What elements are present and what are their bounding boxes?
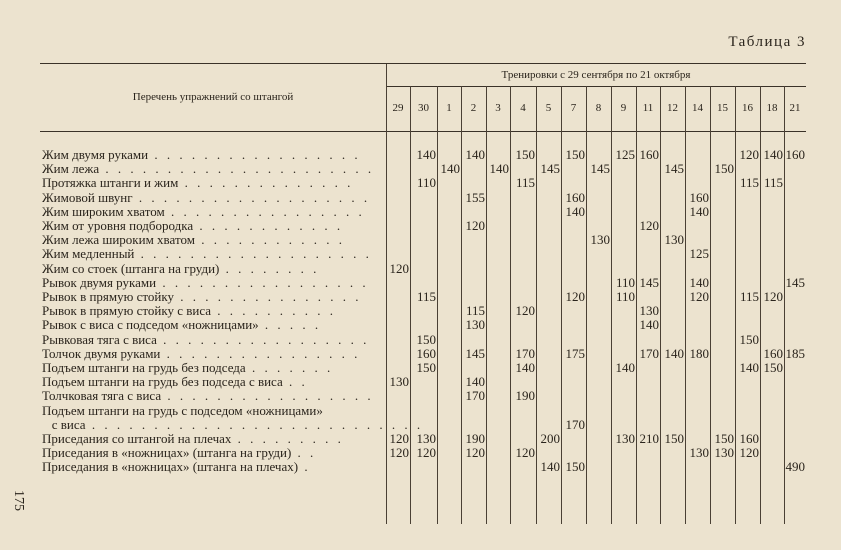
weight-cell: 150 [565, 459, 585, 475]
date-header: 18 [766, 102, 778, 114]
date-header: 29 [392, 102, 404, 114]
weight-cell: 140 [465, 147, 485, 162]
weight-cell: 140 [664, 345, 684, 361]
date-header: 14 [692, 102, 703, 114]
leader-dots: . . . . . . . . . . . . . . . . . [156, 274, 369, 290]
column-divider [486, 86, 487, 524]
weight-cell: 120 [639, 218, 659, 233]
exercise-name: Приседания в «ножницах» (штанга на плечах) [42, 459, 299, 475]
exercise-label [42, 446, 316, 460]
exercise-name: Рывок в прямую стойку [42, 289, 174, 304]
exercise-label [42, 432, 344, 446]
date-header: 2 [470, 102, 477, 114]
weight-cell: 170 [515, 345, 535, 361]
exercise-label [42, 148, 361, 162]
weight-cell: 210 [639, 431, 659, 446]
exercise-label [42, 389, 374, 403]
exercise-name: Жим от уровня подбородка [42, 218, 194, 233]
weight-cell: 130 [590, 232, 610, 248]
exercises-header: Перечень упражнений со штангой [132, 91, 294, 103]
weight-cell: 145 [664, 161, 684, 177]
leader-dots: . . . . . . . . . . . . [194, 232, 345, 248]
leader-dots: . . . . . [258, 317, 322, 333]
weight-cell: 150 [739, 331, 759, 347]
weight-cell: 160 [416, 345, 436, 361]
leader-dots: . . . . . . . . [219, 260, 320, 276]
weight-cell: 140 [689, 203, 709, 219]
header-bottom-rule [40, 131, 806, 132]
leader-dots: . . . . . . . . . . [211, 303, 337, 319]
exercise-label [42, 191, 370, 205]
weight-cell: 170 [639, 345, 659, 361]
leader-dots: . . . . . . . . . . . . . . . . [164, 203, 365, 219]
exercise-label [42, 290, 361, 304]
exercise-name: с виса [42, 416, 86, 432]
weight-cell: 150 [515, 147, 535, 162]
exercise-label [42, 333, 369, 347]
weight-cell: 160 [763, 345, 783, 361]
exercise-name: Рывок с виса с подседом «ножницами» [42, 317, 259, 333]
weight-cell: 140 [639, 317, 659, 333]
exercise-label [42, 418, 423, 432]
weight-cell: 115 [739, 175, 759, 191]
weight-cell: 125 [615, 147, 635, 162]
weight-cell: 160 [639, 147, 659, 162]
weight-cell: 150 [664, 431, 684, 446]
column-divider [437, 86, 438, 524]
date-header: 8 [595, 102, 602, 114]
leader-dots: . [298, 459, 311, 475]
exercise-label [42, 460, 311, 474]
weight-cell: 120 [389, 260, 409, 276]
weight-cell: 190 [465, 431, 485, 446]
weight-cell: 110 [615, 274, 635, 290]
leader-dots: . . . . . . . . . . . . . . [178, 175, 354, 191]
leader-dots: . . . . . . . . . . . . . . . . . [161, 388, 374, 404]
weight-cell: 175 [565, 345, 585, 361]
exercise-label [42, 247, 372, 261]
leader-dots: . . . . . . . . . . . . . . . . . . . . . . [99, 161, 375, 177]
exercise-name: Толчок двумя руками [42, 345, 161, 361]
exercise-name: Жим широким хватом [42, 203, 165, 219]
date-header: 3 [495, 102, 501, 114]
leader-dots: . . . . . . . . . . . . . . . . . [148, 147, 361, 162]
weight-cell: 145 [785, 274, 805, 290]
exercise-label [42, 361, 333, 375]
weight-cell: 130 [639, 303, 659, 319]
weight-cell: 160 [785, 147, 805, 162]
exercise-label [42, 262, 319, 276]
weight-cell: 160 [689, 189, 709, 205]
exercise-name: Рывковая тяга с виса [42, 331, 157, 347]
date-header: 11 [642, 102, 654, 114]
weight-cell: 155 [465, 189, 485, 205]
weight-cell: 140 [416, 147, 436, 162]
weight-cell: 150 [714, 431, 734, 446]
exercise-label [42, 375, 308, 389]
leader-dots: . . [291, 445, 317, 461]
weight-cell: 140 [739, 360, 759, 375]
weight-cell: 160 [739, 431, 759, 446]
exercise-label [42, 304, 336, 318]
leader-dots: . . . . . . . . . . . . [193, 218, 344, 233]
weight-cell: 180 [689, 345, 709, 361]
weight-cell: 120 [515, 303, 535, 319]
weight-cell: 120 [465, 445, 485, 461]
date-header: 15 [717, 102, 728, 114]
exercise-name: Рывок двумя руками [42, 274, 157, 290]
exercise-label [42, 162, 374, 176]
weight-cell: 140 [489, 161, 509, 177]
leader-dots: . . [282, 374, 308, 390]
weight-cell: 115 [763, 175, 783, 191]
weight-cell: 150 [565, 147, 585, 162]
exercise-name: Жим лежа широким хватом [42, 232, 195, 248]
date-header: 4 [520, 102, 526, 114]
exercise-label [42, 233, 345, 247]
weight-cell: 110 [416, 175, 436, 191]
exercise-name: Подъем штанги на грудь без подседа [42, 360, 246, 375]
exercise-label [42, 404, 323, 418]
weight-cell: 150 [416, 360, 436, 375]
exercise-name: Приседания со штангой на плечах [42, 431, 232, 446]
weight-cell: 140 [465, 374, 485, 390]
weight-cell: 140 [689, 274, 709, 290]
exercise-label [42, 176, 353, 190]
weight-cell: 145 [639, 274, 659, 290]
column-divider [660, 86, 661, 524]
weight-cell: 130 [664, 232, 684, 248]
weight-cell: 200 [540, 431, 560, 446]
weight-cell: 490 [785, 459, 805, 475]
weight-cell: 130 [714, 445, 734, 461]
date-header: 9 [620, 102, 627, 114]
weight-cell: 160 [565, 189, 585, 205]
exercise-name: Жим медленный [42, 246, 135, 262]
exercise-name: Приседания в «ножницах» (штанга на груди) [42, 445, 292, 461]
exercise-name: Подъем штанги на грудь с подседом «ножницами» [42, 402, 323, 418]
page-number: 175 [11, 490, 26, 511]
weight-cell: 120 [763, 289, 783, 304]
exercise-label [42, 276, 369, 290]
exercise-name: Протяжка штанги и жим [42, 175, 179, 191]
weight-cell: 110 [615, 289, 635, 304]
date-header: 16 [742, 102, 753, 114]
column-divider [536, 86, 537, 524]
table-caption: Таблица 3 [728, 34, 806, 50]
weight-cell: 120 [416, 445, 436, 461]
leader-dots: . . . . . . . . . . . . . . . . . . . [132, 189, 371, 205]
exercise-label [42, 205, 365, 219]
weight-cell: 150 [763, 360, 783, 375]
weight-cell: 140 [515, 360, 535, 375]
weight-cell: 125 [689, 246, 709, 262]
weight-cell: 120 [739, 445, 759, 461]
exercise-name: Рывок в прямую стойку с виса [42, 303, 212, 319]
weight-cell: 140 [540, 459, 560, 475]
leader-dots: . . . . . . . . . . . . . . . [173, 289, 362, 304]
leader-dots: . . . . . . . [245, 360, 334, 375]
weight-cell: 185 [785, 345, 805, 361]
leader-dots: . . . . . . . . . . . . . . . . . . . [134, 246, 372, 262]
weight-cell: 115 [416, 289, 436, 304]
weight-cell: 150 [714, 161, 734, 177]
leader-dots: . . . . . . . . . [231, 431, 344, 446]
column-divider [586, 86, 587, 524]
weight-cell: 145 [465, 345, 485, 361]
exercise-name: Жимовой швунг [42, 189, 133, 205]
exercise-label [42, 347, 360, 361]
exercise-label [42, 219, 343, 233]
date-header: 7 [570, 102, 577, 114]
exercise-name: Толчковая тяга с виса [42, 388, 162, 404]
weight-cell: 120 [565, 289, 585, 304]
exercise-name: Жим лежа [42, 161, 100, 177]
exercise-label [42, 318, 321, 332]
weight-cell: 140 [440, 161, 460, 177]
date-header: 30 [418, 102, 429, 114]
weight-cell: 150 [416, 331, 436, 347]
leader-dots: . . . . . . . . . . . . . . . . [160, 345, 361, 361]
trainings-header: Тренировки с 29 сентября по 21 октября [501, 69, 691, 81]
weight-cell: 190 [515, 388, 535, 404]
weight-cell: 120 [739, 147, 759, 162]
weight-cell: 120 [389, 445, 409, 461]
weight-cell: 130 [689, 445, 709, 461]
date-header: 12 [667, 102, 678, 114]
weight-cell: 140 [615, 360, 635, 375]
weight-cell: 115 [465, 303, 485, 319]
weight-cell: 120 [465, 218, 485, 233]
weight-cell: 140 [763, 147, 783, 162]
weight-cell: 130 [389, 374, 409, 390]
weight-cell: 120 [689, 289, 709, 304]
weight-cell: 120 [515, 445, 535, 461]
leader-dots: . . . . . . . . . . . . . . . . . . . . . . . . . . . [85, 416, 424, 432]
date-header: 5 [545, 102, 552, 114]
weight-cell: 120 [389, 431, 409, 446]
exercise-name: Жим со стоек (штанга на груди) [42, 260, 220, 276]
weight-cell: 130 [465, 317, 485, 333]
weight-cell: 170 [565, 416, 585, 432]
weight-cell: 145 [540, 161, 560, 177]
weight-cell: 115 [739, 289, 759, 304]
weight-cell: 140 [565, 203, 585, 219]
weight-cell: 115 [515, 175, 535, 191]
date-header: 21 [789, 102, 801, 114]
weight-cell: 130 [615, 431, 635, 446]
exercise-name: Жим двумя руками [42, 147, 149, 162]
exercise-name: Подъем штанги на грудь без подседа с виса [42, 374, 283, 390]
leader-dots: . . . . . . . . . . . . . . . . . [156, 331, 370, 347]
weight-cell: 170 [465, 388, 485, 404]
weight-cell: 145 [590, 161, 610, 177]
date-header: 1 [446, 102, 452, 114]
weight-cell: 130 [416, 431, 436, 446]
